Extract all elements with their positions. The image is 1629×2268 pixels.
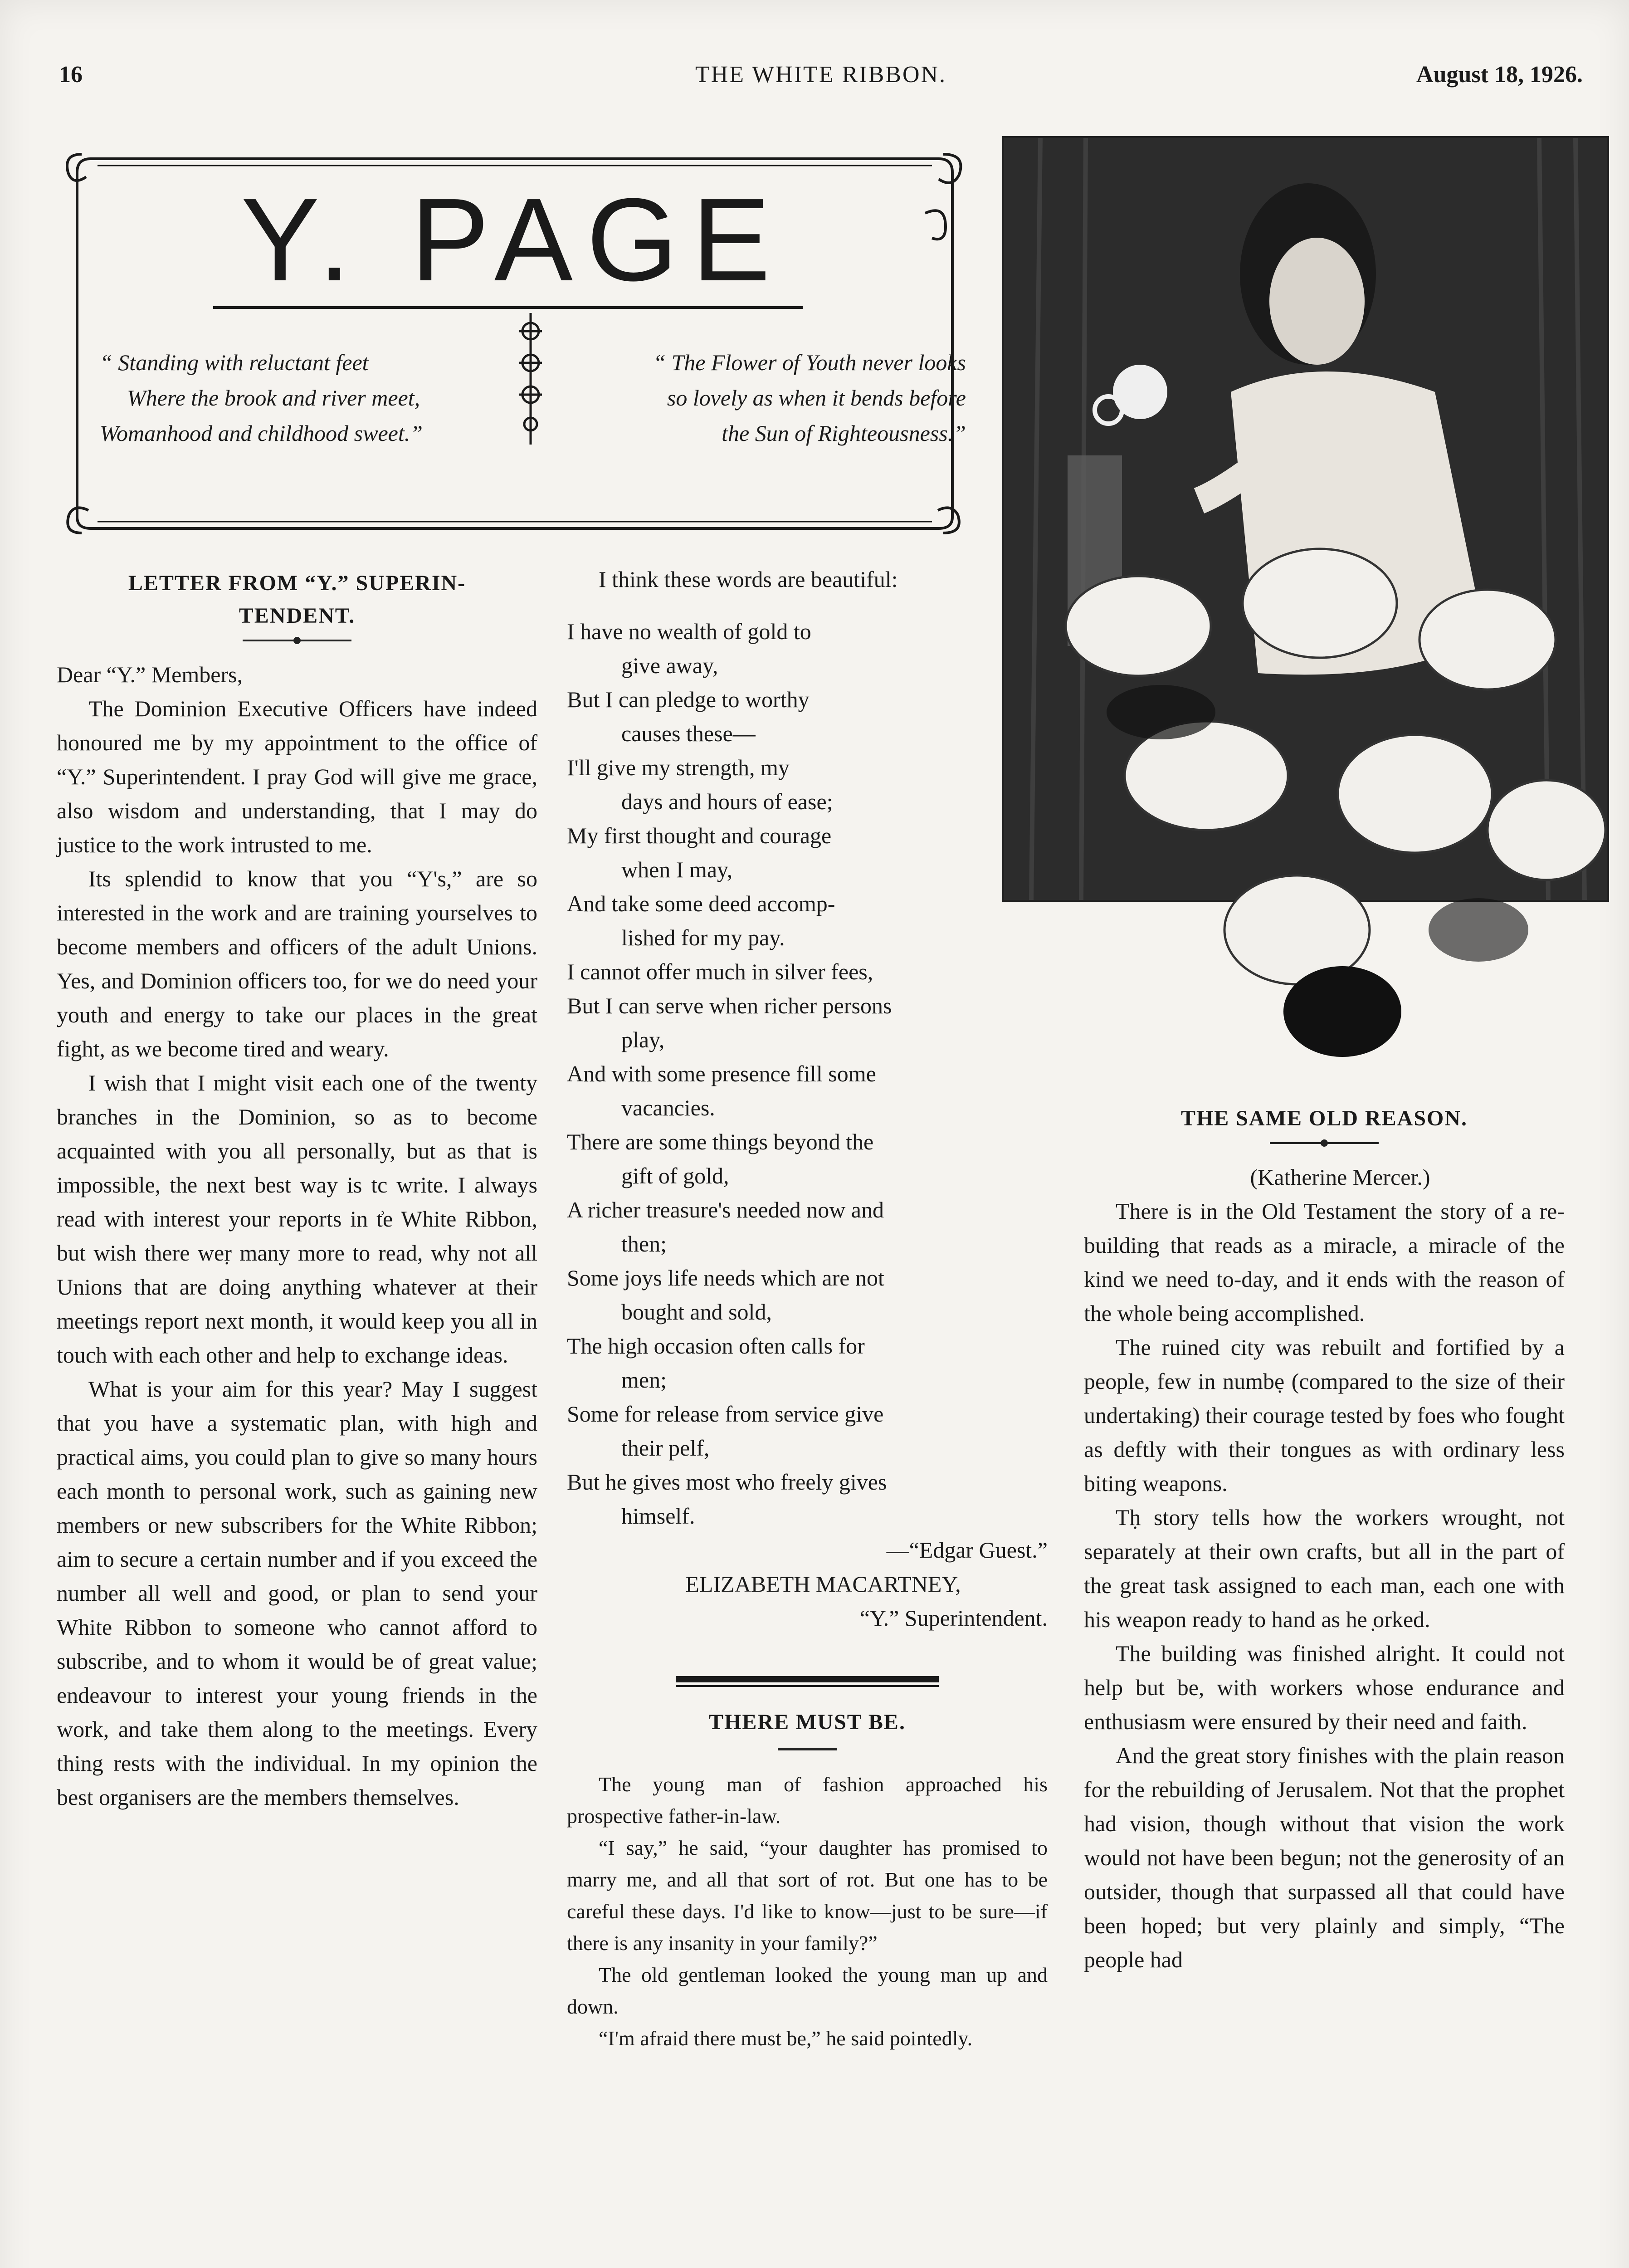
letter-heading-line: LETTER FROM “Y.” SUPERIN- [128, 571, 466, 595]
poem-line: then; [621, 1231, 667, 1256]
quote-left-line: “ Standing with reluctant feet [100, 350, 369, 375]
signature-name: ELIZABETH MACARTNEY, [685, 1571, 961, 1597]
poem-line: But I can serve when richer persons [567, 993, 892, 1018]
quote-left [100, 345, 508, 451]
article-paragraph: Tḥ story tells how the workers wrought, not separately at their own crafts, but all in the part of the great task assigned to each man, each one with his weapon ready to hand as he ̣orked. [1084, 1505, 1565, 1632]
poem-line: I have no wealth of gold to [567, 619, 811, 644]
lily-flowers-icon [1025, 522, 1614, 1080]
letter-paragraph: The Dominion Executive Officers have indeed honoured me by my appointment to the office of “Y.” Superintendent. I pray God will give me grace, also wisdom and understanding, that I may do justice to the work intrusted to me. [57, 696, 537, 857]
quote-right-line: the Sun of Righteousness.” [722, 420, 966, 446]
letter-column [57, 567, 537, 1814]
poem-line: days and hours of ease; [621, 789, 833, 814]
poem-line: There are some things beyond the [567, 1129, 874, 1154]
article-paragraph: The ruined city was rebuilt and fortified by a people, few in numbẹ (compared to the size of their undertaking) their courage tested by foes who fought as deftly with their tongues as with ordinary less biting weapons. [1084, 1334, 1565, 1496]
y-page-title: Y. PAGE [241, 174, 784, 306]
article-paragraph: And the great story finishes with the plain reason for the rebuilding of Jerusalem. Not that the prophet had vision, though without that vision the work would not have been begun; not the generosity of an outsider, though that surpassed all that could have been hoped; but very plainly and simply, “The people had [1084, 1743, 1565, 1972]
title-rule [213, 306, 803, 309]
poem-line: A richer treasure's needed now and [567, 1197, 884, 1222]
letter-salutation: Dear “Y.” Members, [57, 662, 243, 687]
poem-attribution: —“Edgar Guest.” [886, 1537, 1048, 1563]
y-page-banner [63, 145, 966, 535]
poem-body [567, 615, 1048, 1533]
section-rule-icon [676, 1676, 939, 1688]
poem-line: himself. [621, 1503, 695, 1529]
same-old-reason-heading: THE SAME OLD REASON. [1180, 1106, 1468, 1130]
quote-right-line: so lovely as when it bends before [667, 385, 966, 411]
poem-line: bought and sold, [621, 1299, 772, 1325]
quote-right-line: “ The Flower of Youth never looks [653, 350, 966, 375]
story-paragraph: The old gentleman looked the young man up and down. [567, 1963, 1048, 2018]
poem-line: I'll give my strength, my [567, 755, 790, 780]
poem-line: And take some deed accomp- [567, 891, 835, 916]
letter-heading-line: TENDENT. [239, 604, 356, 628]
quote-right [558, 345, 966, 451]
issue-date: August 18, 1926. [1416, 62, 1583, 88]
article-paragraph: The building was finished alright. It could not help but be, with workers whose endurance and enthusiasm were ensured by their need and faith. [1084, 1641, 1565, 1734]
poem-line: men; [621, 1367, 667, 1393]
letter-paragraph: What is your aim for this year? May I suggest that you have a systematic plan, with high and practical aims, you could plan to give so many hours each month to personal work, such as gaining new members or new subscribers for the White Ribbon; aim to secure a certain number and if you exceed the number all well and good, or plan to send your White Ribbon to someone who cannot afford to subscribe, and to whom it would be of great value; endeavour to interest your young friends in the work, and take them along to the meetings. Every thing rests with the individual. In my opinion the best organisers are the members themselves. [57, 1376, 537, 1810]
poem-line: And with some presence fill some [567, 1061, 876, 1086]
quote-left-line: Womanhood and childhood sweet.” [100, 420, 423, 446]
poem-line: lished for my pay. [621, 925, 785, 950]
article-author: (Katherine Mercer.) [1250, 1164, 1430, 1190]
article-paragraph: There is in the Old Testament the story of a re-building that reads as a miracle, a miracle of the kind we need to-day, and it ends with the reason of the whole being accomplished. [1084, 1198, 1565, 1326]
poem-line: My first thought and courage [567, 823, 832, 848]
page-header [59, 61, 1583, 98]
poem-line: But he gives most who freely gives [567, 1469, 887, 1495]
letter-paragraph: I wish that I might visit each one of the twenty branches in the Dominion, so as to become acquainted with you all personally, but as that is impossible, the next best way is tc write. I always read with interest your reports in t͗e White Ribbon, but wish there weṛ many more to read, why not all Unions that are doing anything whatever at their meetings report next month, it would keep you all in touch with each other and help to exchange ideas. [57, 1070, 537, 1368]
poem-line: their pelf, [621, 1435, 710, 1461]
divider-ornament-icon [1270, 1139, 1379, 1148]
poem-line: Some for release from service give [567, 1401, 884, 1427]
page-number: 16 [59, 62, 83, 88]
poem-line: causes these— [621, 721, 756, 746]
letter-paragraph: Its splendid to know that you “Y's,” are so interested in the work and are training yourselves to become members and officers of the adult Unions. Yes, and Dominion officers too, for we do need your youth and energy to take our places in the great fight, as we become tired and weary. [57, 866, 537, 1061]
story-paragraph: “I say,” he said, “your daughter has promised to marry me, and all that sort of rot. But one has to be careful these days. I'd like to know—just to be sure—if there is any insanity in your family?” [567, 1836, 1048, 1955]
poem-line: play, [621, 1027, 665, 1052]
poem-line: when I may, [621, 857, 733, 882]
publication-title: THE WHITE RIBBON. [695, 62, 947, 88]
poem-line: vacancies. [621, 1095, 715, 1120]
poem-line: I cannot offer much in silver fees, [567, 959, 873, 984]
short-rule [778, 1748, 837, 1750]
letter-heading [57, 567, 537, 632]
signature-title: “Y.” Superintendent. [859, 1605, 1048, 1631]
poem-line: The high occasion often calls for [567, 1333, 865, 1359]
same-old-reason-column [1084, 1102, 1565, 1977]
flower-bouquet [1025, 522, 1614, 1080]
poem-line: gift of gold, [621, 1163, 729, 1188]
story-paragraph: “I'm afraid there must be,” he said pointedly. [599, 2027, 973, 2050]
poem-column [567, 562, 1048, 2054]
poem-line: Some joys life needs which are not [567, 1265, 884, 1290]
poem-line: give away, [621, 653, 718, 678]
divider-ornament-icon [243, 636, 351, 645]
story-paragraph: The young man of fashion approached his prospective father-in-law. [567, 1773, 1048, 1828]
poem-intro: I think these words are beautiful: [599, 567, 898, 592]
there-must-be-heading: THERE MUST BE. [709, 1710, 906, 1734]
poem-line: But I can pledge to worthy [567, 687, 810, 712]
chain-ornament-icon [512, 313, 549, 449]
quote-left-line: Where the brook and river meet, [127, 385, 420, 411]
